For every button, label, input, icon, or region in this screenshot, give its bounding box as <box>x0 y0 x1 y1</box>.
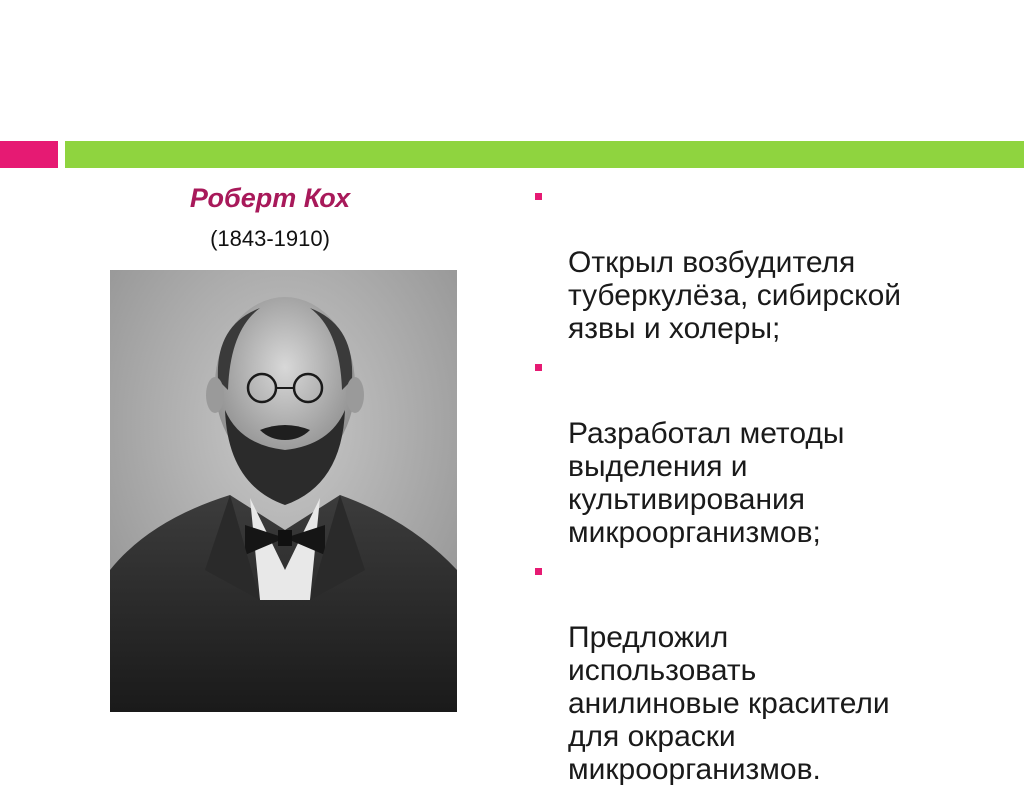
person-years: (1843-1910) <box>210 226 330 251</box>
list-item-text: Разработал методы выделения и культивирования микроорганизмов; <box>568 417 845 549</box>
square-bullet-icon <box>535 568 542 575</box>
list-item <box>535 555 995 786</box>
portrait-photo <box>110 270 457 712</box>
person-name: Роберт Кох <box>189 183 351 213</box>
list-item-text: Открыл возбудителя туберкулёза, сибирской язвы и холеры; <box>568 246 902 345</box>
list-item-text: Предложил использовать анилиновые красители для окраски микроорганизмов. <box>568 621 890 786</box>
accent-bar-pink <box>0 141 58 168</box>
achievement-list <box>535 180 995 792</box>
square-bullet-icon <box>535 193 542 200</box>
list-item <box>535 180 995 345</box>
accent-bar-green <box>65 141 1024 168</box>
list-item <box>535 351 995 549</box>
square-bullet-icon <box>535 364 542 371</box>
